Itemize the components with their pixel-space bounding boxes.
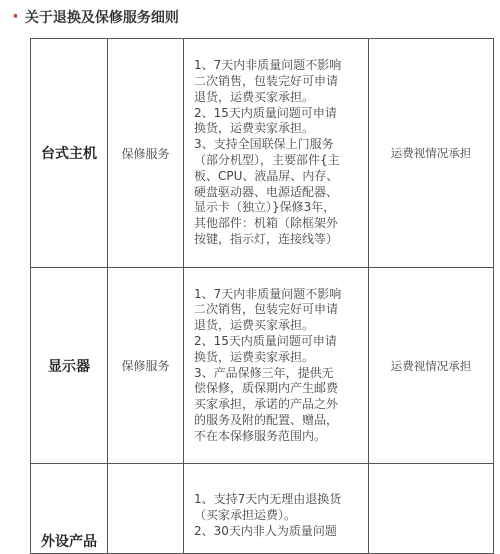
policy-line: 2、30天内非人为质量问题 — [194, 523, 337, 538]
policy-line: 板、CPU、液晶屏、内存、 — [194, 168, 339, 183]
policy-line: 硬盘驱动器、电源适配器、 — [194, 184, 339, 199]
policy-line: 换货，运费卖家承担。 — [194, 349, 315, 364]
product-cell: 台式主机 — [31, 39, 108, 268]
policy-line: 1、支持7天内无理由退换货 — [194, 492, 342, 506]
policy-details-cell — [184, 464, 369, 554]
policy-line: （部分机型），主要部件{主 — [194, 153, 340, 167]
policy-line: 3、支持全国联保上门服务 — [194, 137, 334, 152]
policy-line: 二次销售，包装完好可申请 — [194, 302, 339, 317]
policy-line: 3、产品保修三年，提供无 — [194, 365, 334, 380]
policy-line: 显示卡（独立）}保修3年， — [194, 200, 336, 215]
service-cell: 保修服务 — [108, 39, 184, 268]
table-row — [31, 39, 494, 268]
table-row — [31, 268, 494, 464]
policy-line: 二次销售，包装完好可申请 — [194, 74, 339, 89]
policy-details-cell — [184, 268, 369, 464]
freight-cell — [369, 464, 494, 554]
product-cell: 外设产品 — [31, 464, 108, 554]
policy-line: （买家承担运费）。 — [194, 507, 297, 522]
service-cell — [108, 464, 184, 554]
freight-cell: 运费视情况承担 — [369, 39, 494, 268]
section-title: 关于退换及保修服务细则 — [24, 10, 179, 26]
policy-line: 偿保修，质保期内产生邮费 — [194, 381, 339, 396]
policy-line: 按键，指示灯，连接线等） — [194, 231, 339, 246]
service-cell: 保修服务 — [108, 268, 184, 464]
policy-line: 2、15天内质量问题可申请 — [194, 333, 337, 348]
policy-line: 退货，运费买家承担。 — [194, 318, 315, 333]
bullet-dot-icon: · — [12, 6, 19, 27]
policy-line: 1、7天内非质量问题不影响 — [194, 286, 342, 301]
policy-details-cell — [184, 39, 369, 268]
warranty-policy-table — [30, 38, 494, 554]
policy-line: 1、7天内非质量问题不影响 — [194, 58, 342, 73]
product-cell: 显示器 — [31, 268, 108, 464]
policy-line: 其他部件：机箱（除框架外 — [194, 216, 339, 231]
policy-line: 换货，运费卖家承担。 — [194, 121, 315, 136]
table-row — [31, 464, 494, 554]
freight-cell: 运费视情况承担 — [369, 268, 494, 464]
policy-line: 买家承担，承诺的产品之外 — [194, 397, 339, 412]
policy-line: 不在本保修服务范围内。 — [194, 428, 327, 443]
policy-line: 的服务及附的配置、赠品， — [194, 412, 339, 427]
policy-line: 退货，运费买家承担。 — [194, 89, 315, 104]
policy-line: 2、15天内质量问题可申请 — [194, 105, 337, 120]
section-heading — [12, 6, 179, 28]
